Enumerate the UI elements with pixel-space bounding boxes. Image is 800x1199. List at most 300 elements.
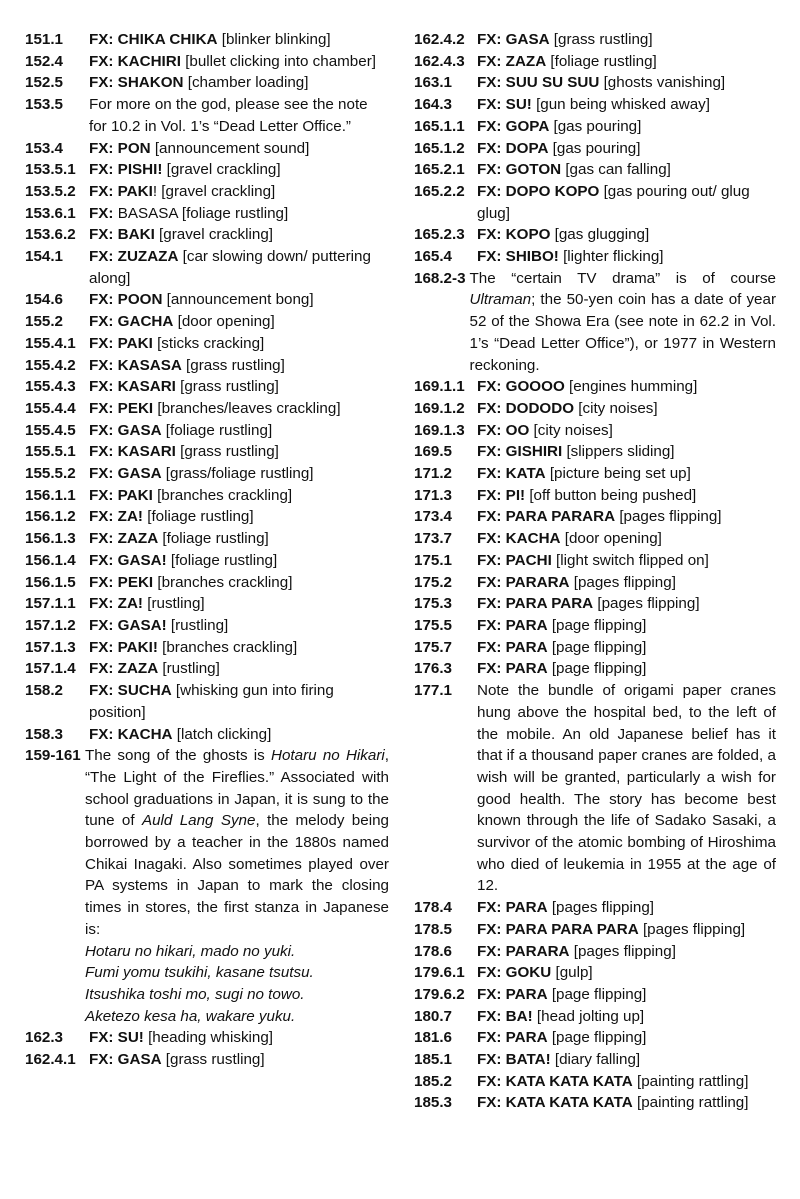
note-text	[477, 962, 776, 984]
sound-description: [gulp]	[551, 964, 593, 982]
sound-effect: FX: KACHA	[89, 725, 173, 743]
note-sentence: Note the bundle of origami paper cranes hung above the hospital bed, to the left of the mobile. An old Japanese belief has it that if a thousand paper cranes are folded, a wish will be granted, particularly a wish for good health. The story has become best known through the life of Sadako Sasaki, a survivor of the atomic bombing of Hiroshima who died of leukemia in 1955 at the age of 12.	[477, 682, 776, 895]
page-panel-ref: 157.1.4	[25, 660, 76, 678]
sound-description: [city noises]	[574, 399, 658, 417]
note-entry	[414, 94, 776, 116]
page-panel-ref: 171.2	[414, 465, 453, 483]
note-entry	[414, 246, 776, 268]
sound-description: [foliage rustling]	[166, 551, 278, 569]
page-panel-ref: 158.3	[25, 725, 64, 743]
note-text	[89, 289, 389, 311]
sound-effect: FX: PARA	[477, 660, 548, 678]
sound-effect: FX: BA!	[477, 1007, 533, 1025]
page-panel-ref: 152.5	[25, 74, 64, 92]
sound-effect: FX: GOPA	[477, 117, 550, 135]
page-panel-ref: 165.4	[414, 248, 453, 266]
note-entry	[25, 724, 389, 746]
note-entry	[414, 138, 776, 160]
note-text	[477, 72, 776, 94]
sound-description: [page flipping]	[547, 660, 647, 678]
page-panel-ref: 156.1.1	[25, 486, 76, 504]
page-panel-ref: 153.5	[25, 96, 64, 114]
page-panel-ref: 178.4	[414, 899, 453, 917]
page-panel-ref: 169.1.1	[414, 378, 465, 396]
note-entry	[414, 485, 776, 507]
sound-description: [pages flipping]	[569, 942, 676, 960]
sound-effect: FX: KASASA	[89, 356, 182, 374]
page-panel-ref: 175.3	[414, 595, 453, 613]
sound-description: [heading whisking]	[143, 1029, 274, 1047]
note-text	[89, 398, 389, 420]
note-entry	[414, 420, 776, 442]
page-panel-ref: 175.2	[414, 573, 453, 591]
page-panel-ref: 162.3	[25, 1029, 64, 1047]
note-entry	[25, 528, 389, 550]
page-panel-ref: 155.4.1	[25, 334, 76, 352]
sound-description: [gas pouring]	[549, 117, 642, 135]
sound-effect: FX: PARA PARA PARA	[477, 920, 639, 938]
sound-effect: FX: PAKI!	[89, 638, 158, 656]
note-entry	[25, 289, 389, 311]
sound-description: [announcement sound]	[150, 139, 310, 157]
sound-effect: FX: BAKI	[89, 226, 155, 244]
sound-effect: FX: GASA	[89, 421, 162, 439]
page-panel-ref: 169.1.2	[414, 399, 465, 417]
sound-description: [gravel crackling]	[154, 226, 273, 244]
note-entry	[414, 506, 776, 528]
page-panel-ref: 169.5	[414, 443, 453, 461]
sound-description: [gas pouring]	[548, 139, 641, 157]
note-entry	[25, 398, 389, 420]
note-text	[89, 680, 389, 723]
page-panel-ref: 179.6.2	[414, 985, 465, 1003]
note-entry	[25, 593, 389, 615]
sound-effect: FX: PARA PARA	[477, 595, 594, 613]
note-text	[477, 29, 776, 51]
page-panel-ref: 178.5	[414, 920, 453, 938]
page-panel-ref: 185.3	[414, 1094, 453, 1112]
page-panel-ref: 154.6	[25, 291, 64, 309]
page-panel-ref: 163.1	[414, 74, 453, 92]
note-text	[477, 224, 776, 246]
page-panel-ref: 153.6.2	[25, 226, 76, 244]
sound-effect: FX: PAKI	[89, 334, 153, 352]
note-text	[477, 485, 776, 507]
page-panel-ref: 157.1.2	[25, 616, 76, 634]
note-entry	[25, 138, 389, 160]
italic-title: Hotaru no hikari, mado no yuki.	[85, 942, 296, 960]
note-text	[89, 159, 389, 181]
note-text	[477, 897, 776, 919]
note-entry	[414, 680, 776, 897]
note-text	[89, 420, 389, 442]
sound-effect: FX: KATA	[477, 465, 546, 483]
sound-description: [gun being whisked away]	[531, 96, 710, 114]
note-entry	[414, 941, 776, 963]
page-panel-ref: 153.6.1	[25, 204, 76, 222]
sound-description: [bullet clicking into chamber]	[180, 52, 376, 70]
page-panel-ref: 180.7	[414, 1007, 453, 1025]
note-text	[477, 1071, 776, 1093]
note-entry	[25, 637, 389, 659]
sound-effect: FX: KACHA	[477, 530, 561, 548]
note-text	[89, 615, 389, 637]
page-panel-ref: 178.6	[414, 942, 453, 960]
sound-description: [branches crackling]	[152, 486, 293, 504]
note-text	[89, 572, 389, 594]
sound-effect: FX: PAKI	[89, 182, 153, 200]
sound-effect: FX: PARA	[477, 616, 548, 634]
sound-description: [pages flipping]	[593, 595, 700, 613]
note-entry	[25, 441, 389, 463]
note-text	[477, 376, 776, 398]
sound-description: BASASA [foliage rustling]	[113, 204, 289, 222]
sound-effect: FX: PI!	[477, 486, 526, 504]
note-text	[477, 615, 776, 637]
page-panel-ref: 151.1	[25, 31, 64, 48]
sound-description: [pages flipping]	[615, 508, 722, 526]
sound-effect: FX: OO	[477, 421, 530, 439]
sound-effect: FX: SUU SU SUU	[477, 74, 600, 92]
right-column	[414, 29, 776, 1114]
note-entry	[414, 572, 776, 594]
note-text	[477, 1049, 776, 1071]
italic-title: Auld Lang Syne	[141, 812, 256, 830]
sound-description: [grass rustling]	[549, 31, 653, 48]
note-entry	[25, 658, 389, 680]
note-entry	[25, 203, 389, 225]
note-entry	[414, 984, 776, 1006]
sound-description: [page flipping]	[547, 985, 647, 1003]
italic-title: Ultraman	[469, 291, 532, 309]
sound-effect: FX: GASA!	[89, 616, 167, 634]
page-panel-ref: 155.4.5	[25, 421, 76, 439]
sound-description: [lighter flicking]	[558, 248, 664, 266]
note-entry	[414, 962, 776, 984]
note-text	[477, 463, 776, 485]
note-entry	[414, 919, 776, 941]
note-text	[477, 528, 776, 550]
page-panel-ref: 162.4.1	[25, 1051, 76, 1069]
page-panel-ref: 185.2	[414, 1072, 453, 1090]
page-panel-ref: 171.3	[414, 486, 453, 504]
sound-effect: FX: PARA	[477, 899, 548, 917]
note-entry	[25, 485, 389, 507]
note-text	[89, 463, 389, 485]
sound-description: [branches/leaves crackling]	[153, 399, 341, 417]
sound-effect: FX: KOPO	[477, 226, 551, 244]
page-panel-ref: 175.5	[414, 616, 453, 634]
page-panel-ref: 159-161	[25, 747, 81, 765]
note-text	[477, 984, 776, 1006]
note-text	[89, 51, 389, 73]
sound-description: [engines humming]	[564, 378, 698, 396]
sound-effect: FX: KASARI	[89, 443, 176, 461]
note-sentence: The song of the ghosts is	[85, 747, 271, 765]
note-entry	[25, 72, 389, 94]
note-entry	[414, 1049, 776, 1071]
page-panel-ref: 155.4.4	[25, 399, 76, 417]
note-sentence: ; the 50-yen coin has a date of year 52 of the Showa Era (see note in 62.2 in Vol. 1’s “Dead Letter Office”), or 1977 in Western reckoning.	[469, 291, 776, 374]
page-panel-ref: 169.1.3	[414, 421, 465, 439]
note-text	[89, 72, 389, 94]
note-entry	[25, 333, 389, 355]
sound-effect: FX: PARA	[477, 985, 548, 1003]
sound-effect: FX: SHIBO!	[477, 248, 559, 266]
note-entry	[414, 593, 776, 615]
page-panel-ref: 165.2.2	[414, 182, 465, 200]
note-text	[89, 203, 389, 225]
note-text	[477, 919, 776, 941]
sound-description: [rustling]	[143, 595, 205, 613]
page-panel-ref: 181.6	[414, 1029, 453, 1047]
sound-effect: FX: PISHI!	[89, 161, 163, 179]
sound-description: [whisking gun into firing position]	[89, 682, 334, 721]
sound-description: [latch clicking]	[172, 725, 272, 743]
left-column	[25, 29, 389, 1071]
italic-title: Itsushika toshi mo, sugi no towo.	[85, 985, 305, 1003]
page-panel-ref: 176.3	[414, 660, 453, 678]
sound-description: [head jolting up]	[532, 1007, 645, 1025]
sound-description: [gas glugging]	[550, 226, 650, 244]
note-text	[89, 1027, 389, 1049]
note-entry	[414, 637, 776, 659]
sound-description: [page flipping]	[547, 616, 647, 634]
page-panel-ref: 156.1.4	[25, 551, 76, 569]
page-panel-ref: 179.6.1	[414, 964, 465, 982]
sound-description: [picture being set up]	[545, 465, 691, 483]
sound-effect: FX: GASA	[89, 1051, 162, 1069]
note-entry	[414, 376, 776, 398]
note-text	[89, 637, 389, 659]
sound-effect: FX:	[89, 204, 114, 222]
note-text	[89, 1049, 389, 1071]
note-text	[89, 333, 389, 355]
note-entry	[25, 181, 389, 203]
italic-title: Hotaru no Hikari	[271, 747, 385, 765]
sound-effect: FX: PAKI	[89, 486, 153, 504]
sound-effect: FX: ZA!	[89, 508, 143, 526]
note-entry	[414, 398, 776, 420]
sound-effect: FX: PEKI	[89, 573, 154, 591]
note-entry	[25, 159, 389, 181]
page-panel-ref: 162.4.2	[414, 31, 465, 48]
sound-description: [branches crackling]	[157, 638, 298, 656]
sound-effect: FX: GISHIRI	[477, 443, 563, 461]
sound-effect: FX: ZAZA	[89, 530, 159, 548]
note-text	[477, 51, 776, 73]
sound-effect: FX: GOOOO	[477, 378, 565, 396]
page-panel-ref: 156.1.5	[25, 573, 76, 591]
sound-effect: FX: ZAZA	[477, 52, 547, 70]
note-entry	[414, 1071, 776, 1093]
sound-description: [foliage rustling]	[161, 421, 273, 439]
note-text	[89, 441, 389, 463]
page-panel-ref: 162.4.3	[414, 52, 465, 70]
sound-description: [light switch flipped on]	[551, 551, 709, 569]
sound-description: [page flipping]	[547, 638, 647, 656]
sound-description: [car slowing down/ puttering along]	[89, 248, 371, 287]
sound-description: [announcement bong]	[162, 291, 314, 309]
sound-effect: FX: SHAKON	[89, 74, 184, 92]
note-text	[477, 506, 776, 528]
note-text	[477, 1092, 776, 1114]
sound-effect: FX: PARA PARARA	[477, 508, 616, 526]
sound-effect: FX: PARA	[477, 638, 548, 656]
sound-effect: FX: POON	[89, 291, 163, 309]
note-entry	[25, 246, 389, 289]
note-sentence: , “The Light of the Fireflies.” Associated with school graduations in Japan, it is sung to the tune of	[85, 747, 389, 830]
note-text	[477, 94, 776, 116]
sound-description: [painting rattling]	[632, 1072, 749, 1090]
note-entry	[414, 528, 776, 550]
sound-description: [city noises]	[529, 421, 613, 439]
note-entry	[414, 72, 776, 94]
note-entry	[414, 550, 776, 572]
sound-effect: FX: DOPO KOPO	[477, 182, 600, 200]
note-text	[477, 658, 776, 680]
note-entry	[25, 572, 389, 594]
sound-description: ! [gravel crackling]	[152, 182, 276, 200]
sound-description: [off button being pushed]	[525, 486, 697, 504]
note-text	[89, 593, 389, 615]
note-entry	[25, 680, 389, 723]
sound-effect: FX: CHIKA CHIKA	[89, 31, 218, 48]
note-text	[89, 246, 389, 289]
page-panel-ref: 155.5.2	[25, 465, 76, 483]
note-entry	[414, 159, 776, 181]
sound-effect: FX: SUCHA	[89, 682, 172, 700]
page-panel-ref: 177.1	[414, 682, 453, 700]
sound-description: [rustling]	[166, 616, 229, 634]
sound-effect: FX: KATA KATA KATA	[477, 1072, 633, 1090]
sound-description: [gas pouring out/ glug glug]	[477, 182, 750, 222]
sound-effect: FX: PARARA	[477, 573, 570, 591]
note-entry	[25, 745, 389, 1027]
sound-description: [branches crackling]	[153, 573, 293, 591]
note-text	[477, 398, 776, 420]
sound-effect: FX: PON	[89, 139, 151, 157]
page-panel-ref: 165.2.1	[414, 161, 465, 179]
sound-description: [grass/foliage rustling]	[161, 465, 314, 483]
note-text	[477, 441, 776, 463]
note-text	[89, 138, 389, 160]
note-entry	[25, 311, 389, 333]
sound-description: [ghosts vanishing]	[599, 74, 726, 92]
sound-description: [foliage rustling]	[546, 52, 657, 70]
note-text	[89, 376, 389, 398]
page-panel-ref: 173.7	[414, 530, 453, 548]
note-sentence: For more on the god, please see the note for 10.2 in Vol. 1’s “Dead Letter Office.”	[89, 96, 368, 135]
note-text	[477, 680, 776, 897]
page-panel-ref: 153.5.2	[25, 182, 76, 200]
sound-effect: FX: GACHA	[89, 313, 174, 331]
page-panel-ref: 155.4.3	[25, 378, 76, 396]
note-entry	[414, 51, 776, 73]
sound-description: [sticks cracking]	[152, 334, 265, 352]
note-entry	[25, 463, 389, 485]
note-text	[477, 1027, 776, 1049]
sound-description: [pages flipping]	[638, 920, 746, 938]
note-text	[477, 181, 776, 224]
sound-effect: FX: ZAZA	[89, 660, 159, 678]
page-panel-ref: 155.5.1	[25, 443, 76, 461]
sound-effect: FX: SU!	[89, 1029, 144, 1047]
sound-description: [blinker blinking]	[217, 31, 331, 48]
note-entry	[414, 1027, 776, 1049]
italic-title: Fumi yomu tsukihi, kasane tsutsu.	[85, 964, 314, 982]
page-panel-ref: 154.1	[25, 248, 64, 266]
note-entry	[414, 1006, 776, 1028]
note-text	[477, 116, 776, 138]
note-text	[477, 941, 776, 963]
sound-description: [foliage rustling]	[143, 508, 254, 526]
sound-effect: FX: ZA!	[89, 595, 143, 613]
note-entry	[414, 29, 776, 51]
sound-effect: FX: DOPA	[477, 139, 549, 157]
note-text	[89, 311, 389, 333]
note-sentence: The “certain TV drama” is of course	[469, 269, 776, 287]
sound-effect: FX: PARA	[477, 1029, 548, 1047]
sound-effect: FX: KASARI	[89, 378, 176, 396]
note-entry	[25, 376, 389, 398]
note-text	[89, 658, 389, 680]
sound-effect: FX: SU!	[477, 96, 532, 114]
sound-description: [pages flipping]	[569, 573, 676, 591]
page-panel-ref: 185.1	[414, 1051, 453, 1069]
sound-description: [grass rustling]	[175, 378, 279, 396]
note-entry	[25, 29, 389, 51]
sound-description: [rustling]	[158, 660, 220, 678]
sound-description: [slippers sliding]	[562, 443, 675, 461]
page-panel-ref: 156.1.3	[25, 530, 76, 548]
page-panel-ref: 153.5.1	[25, 161, 76, 179]
note-text	[477, 138, 776, 160]
note-entry	[414, 615, 776, 637]
sound-description: [pages flipping]	[547, 899, 654, 917]
sound-description: [foliage rustling]	[158, 530, 269, 548]
sound-description: [door opening]	[173, 313, 275, 331]
note-entry	[25, 420, 389, 442]
note-text	[477, 550, 776, 572]
sound-description: [gravel crackling]	[162, 161, 281, 179]
sound-effect: FX: PARARA	[477, 942, 570, 960]
sound-effect: FX: DODODO	[477, 399, 575, 417]
note-entry	[414, 441, 776, 463]
note-entry	[25, 506, 389, 528]
page-panel-ref: 173.4	[414, 508, 453, 526]
sound-effect: FX: PACHI	[477, 551, 552, 569]
sound-description: [gas can falling]	[561, 161, 671, 179]
note-text	[89, 181, 389, 203]
note-entry	[25, 94, 389, 137]
sound-description: [painting rattling]	[632, 1094, 749, 1112]
note-text	[477, 246, 776, 268]
sound-effect: FX: GASA	[89, 465, 162, 483]
page-panel-ref: 157.1.3	[25, 638, 76, 656]
note-text	[477, 159, 776, 181]
note-entry	[25, 1027, 389, 1049]
page-panel-ref: 156.1.2	[25, 508, 76, 526]
note-text	[89, 29, 389, 51]
page-panel-ref: 165.1.2	[414, 139, 465, 157]
note-entry	[414, 268, 776, 377]
sound-effect: FX: PEKI	[89, 399, 154, 417]
page-panel-ref: 158.2	[25, 682, 64, 700]
page-panel-ref: 157.1.1	[25, 595, 76, 613]
note-text	[89, 224, 389, 246]
sound-effect: FX: BATA!	[477, 1051, 551, 1069]
